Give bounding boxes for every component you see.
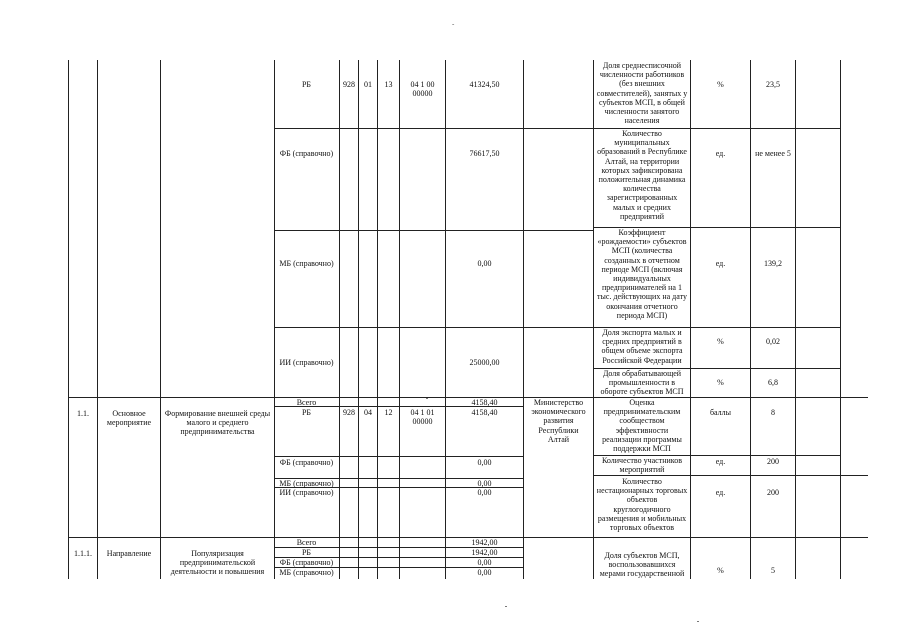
indicator-value: 23,5 [766, 80, 780, 89]
col-border [523, 60, 524, 579]
section-title: Популяризация предпринимательской деятельности и повышения [170, 549, 265, 577]
indicator-unit: баллы [709, 408, 732, 417]
indicator-value: 200 [767, 488, 779, 497]
finance-source: ИИ (справочно) [279, 488, 334, 497]
finance-source: РБ [301, 80, 312, 89]
indicator-unit: % [717, 378, 724, 387]
col-border [377, 60, 378, 579]
finance-amount: 76617,50 [469, 149, 500, 158]
finance-amount: 0,00 [477, 568, 492, 577]
indicator-unit: % [717, 566, 724, 575]
finance-source: РБ [301, 408, 312, 417]
scan-speck [697, 621, 699, 622]
finance-pr: 12 [384, 408, 393, 417]
col-border [97, 60, 98, 579]
section-number: 1.1. [77, 409, 89, 418]
section-title: Формирование внешней среды малого и среднего предпринимательства [164, 409, 271, 437]
col-border [68, 60, 69, 579]
finance-source: Всего [296, 398, 317, 407]
finance-amount: 1942,00 [471, 538, 498, 547]
indicator-name: Количество муниципальных образований в Республике Алтай, на территории которых зафиксирована положительная динамика количества зарегистрированных малых и средних предприятий [597, 129, 687, 221]
col-border [840, 60, 841, 579]
section-type: Направление [106, 549, 152, 558]
finance-source: ФБ (справочно) [279, 458, 334, 467]
finance-amount: 0,00 [477, 458, 492, 467]
finance-pr: 13 [384, 80, 393, 89]
finance-amount: 41324,50 [469, 80, 500, 89]
col-border [399, 60, 400, 579]
col-border [795, 60, 796, 579]
page-mark: - [452, 20, 455, 28]
finance-grbs: 928 [343, 408, 355, 417]
row-border [274, 327, 593, 328]
indicator-value: 0,02 [766, 337, 780, 346]
indicator-value: не менее 5 [755, 149, 791, 158]
col-border [445, 60, 446, 579]
row-border [274, 230, 593, 231]
finance-amount: 25000,00 [469, 358, 500, 367]
indicator-value: 6,8 [768, 378, 778, 387]
indicator-unit: ед. [715, 149, 726, 158]
indicator-value: 8 [771, 408, 775, 417]
finance-amount: 4158,40 [471, 398, 498, 407]
finance-rz: 04 [364, 408, 372, 417]
indicator-value: 5 [771, 566, 775, 575]
col-border [750, 60, 751, 579]
section-executor: Министерство экономического развития Республики Алтай [531, 398, 586, 444]
indicator-name: Количество нестационарных торговых объектов круглогодичного размещения и мобильных торговых объектов [596, 477, 688, 533]
finance-amount: 0,00 [477, 488, 492, 497]
finance-source: Всего [296, 538, 317, 547]
finance-csr: 04 1 01 00000 [410, 408, 435, 427]
finance-grbs: 928 [343, 80, 355, 89]
finance-amount: 0,00 [477, 558, 492, 567]
finance-csr: 04 1 00 00000 [410, 80, 435, 99]
scan-speck [505, 606, 507, 607]
finance-source: ФБ (справочно) [279, 149, 334, 158]
section-number: 1.1.1. [74, 549, 92, 558]
finance-source: ИИ (справочно) [279, 358, 334, 367]
indicator-unit: % [717, 337, 724, 346]
row-border [274, 128, 593, 129]
indicator-name: Доля субъектов МСП, воспользовавшихся мерами государственной [599, 551, 685, 579]
finance-amount: 1942,00 [471, 548, 498, 557]
finance-source: ФБ (справочно) [279, 558, 334, 567]
indicator-name: Доля экспорта малых и средних предприятий в общем объеме экспорта Российской Федерации [601, 328, 683, 365]
indicator-unit: ед. [715, 488, 726, 497]
indicator-name: Доля среднесписочной численности работников (без внешних совместителей), занятых у субъектов МСП, в общей численности занятого населения [596, 61, 688, 126]
indicator-value: 200 [767, 457, 779, 466]
finance-amount: 4158,40 [471, 408, 498, 417]
finance-source: МБ (справочно) [279, 568, 334, 577]
finance-source: МБ (справочно) [279, 479, 334, 488]
col-border [690, 60, 691, 579]
indicator-name: Количество участников мероприятий [601, 456, 683, 475]
finance-amount: 0,00 [477, 259, 492, 268]
row-border [274, 456, 524, 457]
col-border [274, 60, 275, 579]
indicator-name: Оценка предпринимательским сообществом эффективности реализации программы поддержки МСП [602, 398, 682, 454]
indicator-unit: ед. [715, 259, 726, 268]
finance-source: МБ (справочно) [279, 259, 334, 268]
indicator-unit: % [717, 80, 724, 89]
col-border [339, 60, 340, 579]
col-border [160, 60, 161, 579]
indicator-name: Коэффициент «рождаемости» субъектов МСП (количества созданных в отчетном периоде МСП (включая индивидуальных предпринимателей на 1 тыс. действующих на дату окончания отчетного периода МСП) [597, 228, 687, 320]
finance-amount: 0,00 [477, 479, 492, 488]
section-type: Основное мероприятие [106, 409, 152, 428]
finance-source: РБ [301, 548, 312, 557]
indicator-unit: ед. [715, 457, 726, 466]
finance-rz: 01 [364, 80, 372, 89]
scan-speck [426, 398, 428, 399]
indicator-value: 139,2 [764, 259, 782, 268]
indicator-name: Доля обрабатывающей промышленности в обороте субъектов МСП [600, 369, 684, 397]
col-border [358, 60, 359, 579]
row-border [593, 475, 868, 476]
